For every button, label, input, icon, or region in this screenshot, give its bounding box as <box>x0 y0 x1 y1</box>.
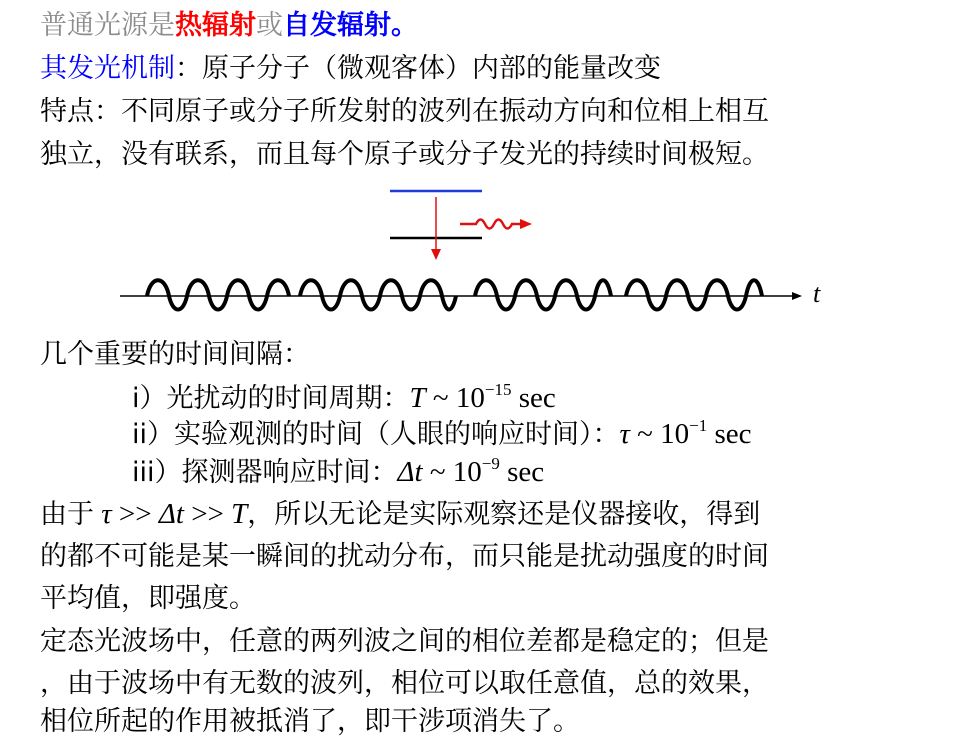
wave-train-3 <box>475 280 611 309</box>
conclusion-line-1 <box>40 498 760 531</box>
interval-item-2 <box>132 418 751 451</box>
stationary-line-3: 相位所起的作用被抵消了，即干涉项消失了。 <box>40 706 580 737</box>
tau-symbol: τ <box>619 418 630 450</box>
feature-line-2: 独立，没有联系，而且每个原子或分子发光的持续时间极短。 <box>40 139 769 170</box>
interval-item-1-math <box>410 382 556 414</box>
time-axis-label: t <box>813 279 821 308</box>
wave-train-2 <box>300 280 456 309</box>
stationary-line-1: 定态光波场中，任意的两列波之间的相位差都是稳定的；但是 <box>40 626 769 657</box>
mechanism-label: 其发光机制 <box>40 53 175 84</box>
interval-item-3 <box>132 456 544 489</box>
delta-t-symbol: Δt <box>397 456 423 488</box>
interval-item-1-exp: −15 <box>484 380 512 399</box>
interval-item-1-unit: sec <box>511 382 556 414</box>
interval-item-3-unit: sec <box>499 456 545 488</box>
conclusion-line-1-rest: ，所以无论是实际观察还是仪器接收，得到 <box>247 499 761 530</box>
interval-item-3-op: ~ 10 <box>422 456 482 488</box>
inequality-tau: τ <box>101 498 112 530</box>
emitted-photon-arrowhead <box>520 219 532 229</box>
conclusion-line-2: 的都不可能是某一瞬间的扰动分布，而只能是扰动强度的时间 <box>40 541 769 572</box>
interval-item-2-math <box>620 418 752 450</box>
interval-item-1 <box>132 382 556 415</box>
time-axis-arrowhead <box>792 292 802 300</box>
intervals-heading: 几个重要的时间间隔： <box>40 339 310 370</box>
interval-item-3-math <box>398 456 545 488</box>
interval-item-2-text: ii）实验观测的时间（人眼的响应时间）： <box>132 419 620 450</box>
mechanism-text: ：原子分子（微观客体）内部的能量改变 <box>175 53 661 84</box>
interval-item-2-op: ~ 10 <box>629 418 690 450</box>
intro-or: 或 <box>256 10 283 41</box>
period-symbol: T <box>409 382 426 414</box>
interval-item-3-exp: −9 <box>481 454 500 473</box>
interval-item-2-exp: −1 <box>689 416 708 435</box>
thermal-radiation-term: 热辐射 <box>175 10 256 41</box>
wave-train-1 <box>147 280 289 309</box>
emitted-photon-wave <box>460 220 522 229</box>
feature-line-1: 特点：不同原子或分子所发射的波列在振动方向和位相上相互 <box>40 96 769 127</box>
inequality-T: T <box>231 498 248 530</box>
inequality-gg-1: >> <box>111 498 159 530</box>
conclusion-prefix: 由于 <box>40 499 94 530</box>
interval-item-3-text: iii）探测器响应时间： <box>132 457 398 488</box>
spontaneous-emission-term: 自发辐射。 <box>283 10 418 41</box>
conclusion-inequality <box>94 498 247 530</box>
interval-item-1-op: ~ 10 <box>425 382 485 414</box>
inequality-delta-t: Δt <box>158 498 184 530</box>
wave-train-4 <box>626 280 762 309</box>
interval-item-2-unit: sec <box>707 418 752 450</box>
inequality-gg-2: >> <box>183 498 232 530</box>
conclusion-line-3: 平均值，即强度。 <box>40 583 256 614</box>
stationary-line-2: ，由于波场中有无数的波列，相位可以取任意值，总的效果， <box>40 668 769 699</box>
transition-arrow-head <box>431 249 441 260</box>
interval-item-1-text: i）光扰动的时间周期： <box>132 383 410 414</box>
intro-lead: 普通光源是 <box>40 10 175 41</box>
